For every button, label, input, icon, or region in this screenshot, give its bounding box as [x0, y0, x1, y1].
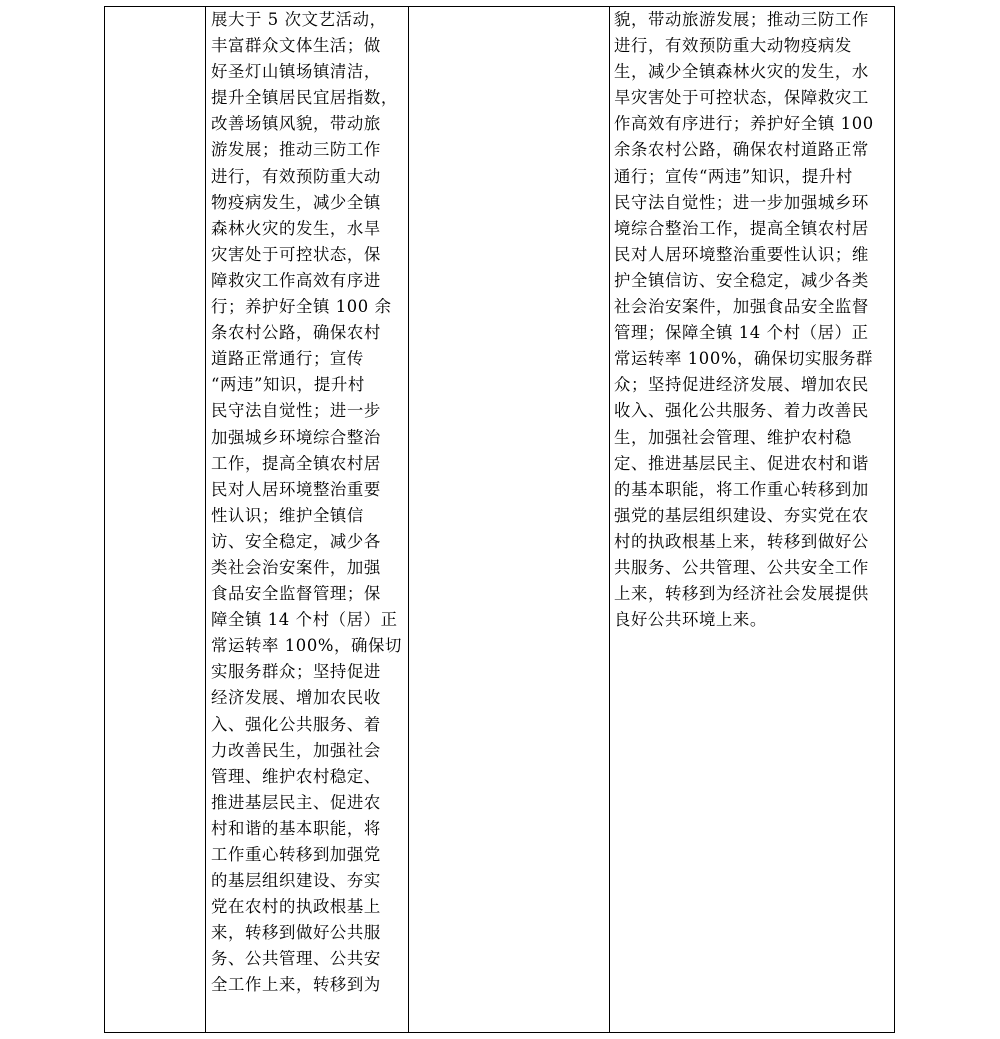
cell-text-line: 行；养护好全镇 100 余 — [211, 297, 392, 317]
cell-text-line: 务、公共管理、公共安 — [211, 949, 381, 969]
cell-text-line: 入、强化公共服务、着 — [211, 714, 381, 734]
cell-text-line: 常运转率 100%，确保切 — [211, 636, 402, 656]
cell-text-line: 的基层组织建设、夯实 — [211, 871, 381, 891]
cell-text-line: 加强城乡环境综合整治 — [211, 427, 381, 447]
table-cell-col4 — [611, 7, 895, 633]
cell-text-line: 实服务群众；坚持促进 — [211, 662, 381, 682]
cell-text-line: 良好公共环境上来。 — [614, 610, 767, 630]
cell-text-line: 提升全镇居民宜居指数， — [211, 88, 398, 108]
cell-text-line: 经济发展、增加农民收 — [211, 688, 381, 708]
cell-text-line: 游发展；推动三防工作 — [211, 140, 381, 160]
cell-text-line: 食品安全监督管理；保 — [211, 584, 381, 604]
cell-text-line: 来，转移到做好公共服 — [211, 923, 381, 943]
table — [104, 6, 895, 1033]
cell-text-line: 工作，提高全镇农村居 — [211, 453, 381, 473]
cell-text-line: 生，减少全镇森林火灾的发生，水 — [614, 62, 869, 82]
cell-text-line: 村的执政根基上来，转移到做好公 — [614, 531, 869, 551]
cell-text-line: 民对人居环境整治重要 — [211, 479, 381, 499]
cell-text-line: 余条农村公路，确保农村道路正常 — [614, 140, 869, 160]
column-divider — [609, 7, 610, 1032]
cell-text-line: 丰富群众文体生活；做 — [211, 36, 381, 56]
cell-text-line: 灾害处于可控状态，保 — [211, 244, 381, 264]
cell-text-line: “两违”知识，提升村 — [211, 375, 365, 395]
cell-text-line: 管理、维护农村稳定、 — [211, 766, 381, 786]
cell-text-line: 境综合整治工作，提高全镇农村居 — [614, 218, 869, 238]
cell-text-line: 定、推进基层民主、促进农村和谐 — [614, 453, 869, 473]
cell-text-line: 管理；保障全镇 14 个村（居）正 — [614, 323, 869, 343]
cell-text-line: 类社会治安案件，加强 — [211, 557, 381, 577]
cell-text-line: 生，加强社会管理、维护农村稳 — [614, 427, 852, 447]
cell-text-line: 道路正常通行；宣传 — [211, 349, 364, 369]
cell-text-line: 作高效有序进行；养护好全镇 100 — [614, 114, 874, 134]
cell-text-line: 貌，带动旅游发展；推动三防工作 — [614, 10, 869, 29]
cell-text-line: 推进基层民主、促进农 — [211, 792, 381, 812]
cell-text-line: 民守法自觉性；进一步加强城乡环 — [614, 192, 869, 212]
cell-text-line: 常运转率 100%，确保切实服务群 — [614, 349, 873, 369]
cell-text-line: 共服务、公共管理、公共安全工作 — [614, 557, 869, 577]
cell-text-line: 村和谐的基本职能，将 — [211, 818, 381, 838]
cell-text-line: 进行，有效预防重大动物疫病发 — [614, 36, 852, 56]
cell-text-line: 强党的基层组织建设、夯实党在农 — [614, 505, 869, 525]
cell-text-line: 护全镇信访、安全稳定，减少各类 — [614, 270, 869, 290]
cell-text-line: 访、安全稳定，减少各 — [211, 531, 381, 551]
cell-text-line: 改善场镇风貌，带动旅 — [211, 114, 381, 134]
cell-text-line: 全工作上来，转移到为 — [211, 975, 381, 995]
cell-text-line: 障救灾工作高效有序进 — [211, 270, 381, 290]
cell-text-line: 物疫病发生，减少全镇 — [211, 192, 381, 212]
cell-text-line: 社会治安案件，加强食品安全监督 — [614, 297, 869, 317]
cell-text-line: 众；坚持促进经济发展、增加农民 — [614, 375, 869, 395]
cell-text-line: 旱灾害处于可控状态，保障救灾工 — [614, 88, 869, 108]
cell-text-line: 展大于 5 次文艺活动， — [211, 10, 387, 29]
cell-text-line: 民对人居环境整治重要性认识；维 — [614, 244, 869, 264]
cell-text-line: 收入、强化公共服务、着力改善民 — [614, 401, 869, 421]
cell-text-line: 力改善民生，加强社会 — [211, 740, 381, 760]
cell-text-line: 进行，有效预防重大动 — [211, 166, 381, 186]
cell-text-line: 好圣灯山镇场镇清洁， — [211, 62, 381, 82]
column-divider — [205, 7, 206, 1032]
cell-text-line: 工作重心转移到加强党 — [211, 845, 381, 864]
cell-text-line: 条农村公路，确保农村 — [211, 323, 381, 343]
cell-text-line: 民守法自觉性；进一步 — [211, 401, 381, 421]
cell-text-line: 党在农村的执政根基上 — [211, 897, 381, 917]
cell-text-line: 通行；宣传“两违”知识，提升村 — [614, 166, 853, 186]
cell-text-line: 性认识；维护全镇信 — [211, 505, 364, 525]
cell-text-line: 森林火灾的发生，水旱 — [211, 218, 381, 238]
table-cell-col2 — [208, 7, 410, 999]
cell-text-line: 障全镇 14 个村（居）正 — [211, 610, 398, 630]
cell-text-line: 的基本职能，将工作重心转移到加 — [614, 479, 869, 499]
cell-text-line: 上来，转移到为经济社会发展提供 — [614, 584, 869, 604]
